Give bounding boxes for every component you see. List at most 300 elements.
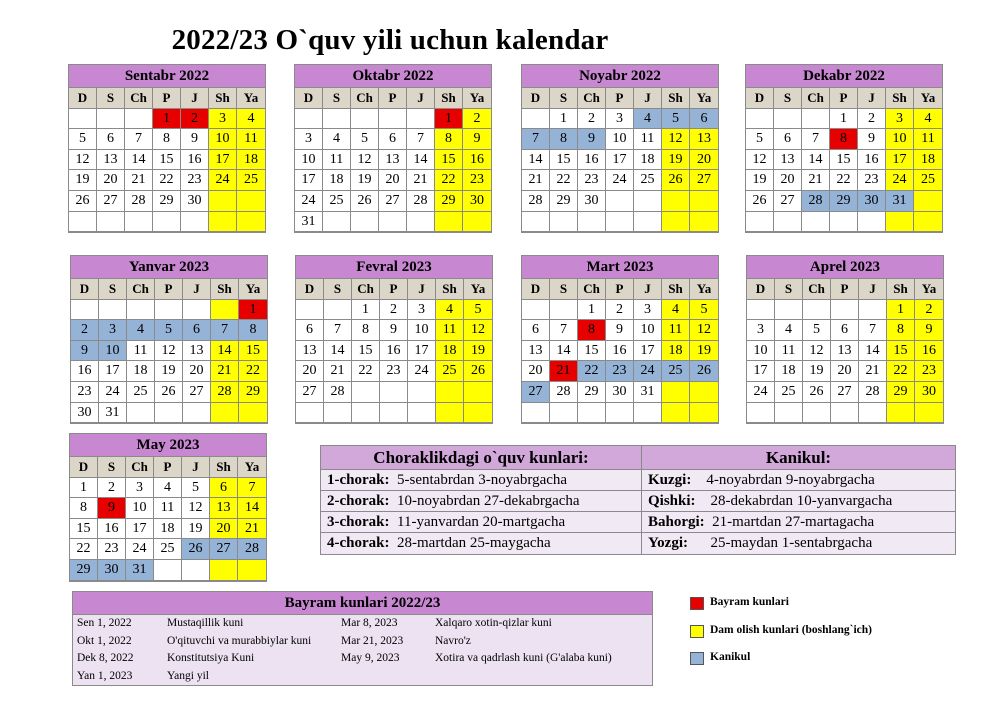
day-cell: 22	[830, 170, 858, 191]
day-cell: 30	[578, 191, 606, 212]
day-cell	[323, 109, 351, 130]
day-cell: 16	[578, 150, 606, 171]
day-cell: 16	[380, 341, 408, 362]
day-cell: 27	[690, 170, 718, 191]
day-cell	[211, 403, 239, 424]
month-calendar	[69, 433, 267, 582]
weekday-header: Ya	[914, 88, 942, 109]
day-cell: 23	[915, 361, 943, 382]
day-cell	[662, 403, 690, 424]
day-cell: 18	[914, 150, 942, 171]
day-cell: 3	[99, 320, 127, 341]
day-cell: 14	[238, 498, 266, 519]
day-cell: 26	[351, 191, 379, 212]
day-cell: 11	[154, 498, 182, 519]
day-cell: 29	[887, 382, 915, 403]
day-cell: 18	[775, 361, 803, 382]
day-cell: 10	[209, 129, 237, 150]
weekday-header: Ch	[127, 279, 155, 300]
day-cell	[522, 300, 550, 321]
day-cell: 19	[690, 341, 718, 362]
day-cell	[209, 191, 237, 212]
month-calendar	[521, 64, 719, 233]
weekday-header: P	[379, 88, 407, 109]
blue-swatch	[690, 652, 704, 665]
day-cell: 10	[634, 320, 662, 341]
day-cell: 1	[887, 300, 915, 321]
weekday-header: S	[324, 279, 352, 300]
month-grid	[70, 457, 266, 581]
holiday-date: Sen 1, 2022	[77, 617, 132, 629]
day-cell	[774, 109, 802, 130]
day-cell	[436, 382, 464, 403]
day-cell: 10	[606, 129, 634, 150]
day-cell: 7	[407, 129, 435, 150]
day-cell: 25	[662, 361, 690, 382]
day-cell	[606, 191, 634, 212]
weekday-header: P	[830, 88, 858, 109]
day-cell: 13	[831, 341, 859, 362]
day-cell: 10	[886, 129, 914, 150]
weekday-header: J	[183, 279, 211, 300]
day-cell: 27	[97, 191, 125, 212]
day-cell: 1	[550, 109, 578, 130]
day-cell: 20	[183, 361, 211, 382]
day-cell: 15	[435, 150, 463, 171]
weekday-header: D	[522, 279, 550, 300]
day-cell: 25	[323, 191, 351, 212]
day-cell: 11	[436, 320, 464, 341]
day-cell	[237, 212, 265, 233]
day-cell	[408, 382, 436, 403]
day-cell: 24	[606, 170, 634, 191]
weekday-header: Sh	[662, 279, 690, 300]
weekday-header: P	[831, 279, 859, 300]
day-cell: 5	[803, 320, 831, 341]
weekday-header: Sh	[211, 279, 239, 300]
day-cell: 17	[886, 150, 914, 171]
day-cell: 27	[183, 382, 211, 403]
quarter-label: 3-chorak:	[327, 514, 390, 530]
day-cell: 24	[295, 191, 323, 212]
day-cell: 20	[522, 361, 550, 382]
day-cell: 12	[69, 150, 97, 171]
day-cell: 18	[237, 150, 265, 171]
day-cell: 28	[211, 382, 239, 403]
day-cell: 24	[634, 361, 662, 382]
day-cell	[435, 212, 463, 233]
month-calendar	[68, 64, 266, 233]
day-cell: 15	[352, 341, 380, 362]
day-cell: 5	[182, 478, 210, 499]
red-swatch	[690, 597, 704, 610]
holiday-name: Mustaqillik kuni	[167, 617, 244, 629]
day-cell: 23	[606, 361, 634, 382]
day-cell: 1	[578, 300, 606, 321]
weekday-header: Ya	[464, 279, 492, 300]
weekday-header: Ch	[578, 279, 606, 300]
day-cell: 19	[746, 170, 774, 191]
day-cell: 15	[239, 341, 267, 362]
quarter-dates: 5-sentabrdan 3-noyabrgacha	[397, 472, 568, 488]
day-cell: 8	[153, 129, 181, 150]
vacation-label: Bahorgi:	[648, 514, 705, 530]
day-cell: 24	[408, 361, 436, 382]
day-cell: 14	[324, 341, 352, 362]
month-calendar	[295, 255, 493, 424]
day-cell: 3	[209, 109, 237, 130]
weekday-header: Ya	[690, 88, 718, 109]
month-calendar	[294, 64, 492, 233]
holiday-name: Xalqaro xotin-qizlar kuni	[435, 617, 552, 629]
month-grid	[296, 279, 492, 423]
day-cell: 21	[859, 361, 887, 382]
holiday-name: Konstitutsiya Kuni	[167, 652, 255, 664]
weekday-header: Ya	[690, 279, 718, 300]
day-cell: 12	[182, 498, 210, 519]
day-cell: 26	[662, 170, 690, 191]
weekday-header: Sh	[210, 457, 238, 478]
vacation-dates: 21-martdan 27-martagacha	[712, 514, 875, 530]
day-cell: 2	[578, 109, 606, 130]
day-cell: 20	[690, 150, 718, 171]
holiday-date: Dek 8, 2022	[77, 652, 134, 664]
day-cell: 8	[239, 320, 267, 341]
day-cell	[239, 403, 267, 424]
day-cell: 17	[99, 361, 127, 382]
weekday-header: Ch	[803, 279, 831, 300]
day-cell	[296, 403, 324, 424]
day-cell	[578, 403, 606, 424]
day-cell: 3	[606, 109, 634, 130]
day-cell	[69, 212, 97, 233]
day-cell: 9	[71, 341, 99, 362]
day-cell: 24	[209, 170, 237, 191]
day-cell	[380, 403, 408, 424]
day-cell: 28	[407, 191, 435, 212]
day-cell	[522, 212, 550, 233]
day-cell: 30	[71, 403, 99, 424]
day-cell	[351, 109, 379, 130]
day-cell: 14	[211, 341, 239, 362]
day-cell: 26	[690, 361, 718, 382]
day-cell: 14	[522, 150, 550, 171]
day-cell	[323, 212, 351, 233]
day-cell: 17	[747, 361, 775, 382]
day-cell: 3	[747, 320, 775, 341]
day-cell: 19	[69, 170, 97, 191]
day-cell: 6	[379, 129, 407, 150]
quarter-label: 2-chorak:	[327, 493, 390, 509]
day-cell: 23	[463, 170, 491, 191]
weekday-header: Ya	[463, 88, 491, 109]
month-calendar	[70, 255, 268, 424]
day-cell: 6	[183, 320, 211, 341]
day-cell	[324, 300, 352, 321]
day-cell	[153, 212, 181, 233]
legend-label: Bayram kunlari	[710, 596, 789, 608]
day-cell	[155, 403, 183, 424]
weekday-header: Ch	[802, 88, 830, 109]
day-cell: 4	[237, 109, 265, 130]
day-cell: 26	[803, 382, 831, 403]
month-title: Yanvar 2023	[71, 256, 267, 279]
day-cell	[550, 300, 578, 321]
day-cell: 17	[126, 519, 154, 540]
weekday-header: J	[634, 279, 662, 300]
day-cell: 29	[550, 191, 578, 212]
month-grid	[747, 279, 943, 423]
day-cell: 1	[153, 109, 181, 130]
day-cell: 24	[99, 382, 127, 403]
weekday-header: Sh	[436, 279, 464, 300]
holiday-name: Xotira va qadrlash kuni (G'alaba kuni)	[435, 652, 612, 664]
day-cell: 29	[239, 382, 267, 403]
day-cell: 21	[407, 170, 435, 191]
day-cell: 3	[295, 129, 323, 150]
day-cell: 4	[662, 300, 690, 321]
weekday-header: D	[746, 88, 774, 109]
weekday-header: Ya	[238, 457, 266, 478]
day-cell	[775, 300, 803, 321]
day-cell: 30	[915, 382, 943, 403]
day-cell: 16	[463, 150, 491, 171]
day-cell: 21	[125, 170, 153, 191]
day-cell: 8	[352, 320, 380, 341]
holiday-date: Mar 8, 2023	[341, 617, 398, 629]
quarters-header: Choraklikdagi o`quv kunlari:	[321, 446, 642, 470]
day-cell: 11	[662, 320, 690, 341]
page-title: 2022/23 O`quv yili uchun kalendar	[171, 24, 609, 56]
month-grid	[746, 88, 942, 232]
month-grid	[71, 279, 267, 423]
day-cell	[914, 191, 942, 212]
day-cell: 7	[522, 129, 550, 150]
day-cell	[690, 191, 718, 212]
day-cell	[352, 403, 380, 424]
month-grid	[69, 88, 265, 232]
day-cell: 29	[578, 382, 606, 403]
day-cell	[464, 403, 492, 424]
day-cell: 7	[211, 320, 239, 341]
day-cell	[464, 382, 492, 403]
month-title: Oktabr 2022	[295, 65, 491, 88]
day-cell	[803, 403, 831, 424]
weekday-header: Ch	[578, 88, 606, 109]
weekday-header: D	[747, 279, 775, 300]
day-cell: 14	[859, 341, 887, 362]
table-row	[321, 512, 955, 533]
day-cell: 10	[295, 150, 323, 171]
day-cell	[914, 212, 942, 233]
day-cell: 9	[181, 129, 209, 150]
day-cell: 20	[296, 361, 324, 382]
day-cell: 5	[662, 109, 690, 130]
day-cell: 6	[210, 478, 238, 499]
legend-label: Dam olish kunlari (boshlang`ich)	[710, 624, 872, 636]
day-cell: 4	[127, 320, 155, 341]
day-cell	[463, 212, 491, 233]
vacation-dates: 4-noyabrdan 9-noyabrgacha	[706, 472, 875, 488]
holiday-row	[73, 668, 652, 686]
vacation-dates: 25-maydan 1-sentabrgacha	[710, 535, 873, 551]
day-cell: 4	[634, 109, 662, 130]
day-cell: 28	[550, 382, 578, 403]
day-cell	[182, 560, 210, 581]
vacation-dates: 28-dekabrdan 10-yanvargacha	[710, 493, 893, 509]
day-cell	[522, 403, 550, 424]
day-cell: 18	[154, 519, 182, 540]
day-cell: 23	[181, 170, 209, 191]
day-cell	[746, 212, 774, 233]
day-cell: 8	[70, 498, 98, 519]
day-cell: 2	[915, 300, 943, 321]
day-cell: 3	[886, 109, 914, 130]
day-cell	[181, 212, 209, 233]
day-cell: 26	[746, 191, 774, 212]
legend-label: Kanikul	[710, 651, 751, 663]
day-cell	[97, 109, 125, 130]
day-cell	[634, 191, 662, 212]
quarter-dates: 11-yanvardan 20-martgacha	[397, 514, 566, 530]
day-cell	[606, 212, 634, 233]
day-cell: 22	[352, 361, 380, 382]
day-cell: 28	[522, 191, 550, 212]
day-cell: 2	[606, 300, 634, 321]
weekday-header: Sh	[435, 88, 463, 109]
day-cell: 17	[209, 150, 237, 171]
day-cell	[183, 300, 211, 321]
day-cell: 4	[154, 478, 182, 499]
holiday-name: Yangi yil	[167, 669, 209, 682]
day-cell: 19	[464, 341, 492, 362]
day-cell: 14	[407, 150, 435, 171]
day-cell: 31	[295, 212, 323, 233]
day-cell	[858, 212, 886, 233]
table-row	[321, 470, 955, 491]
weekday-header: D	[70, 457, 98, 478]
day-cell: 31	[99, 403, 127, 424]
day-cell	[125, 109, 153, 130]
day-cell: 17	[295, 170, 323, 191]
day-cell: 30	[858, 191, 886, 212]
day-cell: 2	[181, 109, 209, 130]
day-cell	[859, 300, 887, 321]
weekday-header: Ch	[126, 457, 154, 478]
day-cell: 10	[126, 498, 154, 519]
day-cell	[887, 403, 915, 424]
month-title: Noyabr 2022	[522, 65, 718, 88]
day-cell: 6	[690, 109, 718, 130]
day-cell: 3	[634, 300, 662, 321]
day-cell: 4	[436, 300, 464, 321]
day-cell: 13	[183, 341, 211, 362]
day-cell: 19	[155, 361, 183, 382]
day-cell: 16	[858, 150, 886, 171]
day-cell: 8	[550, 129, 578, 150]
holiday-date: May 9, 2023	[341, 652, 400, 664]
day-cell	[859, 403, 887, 424]
day-cell: 9	[606, 320, 634, 341]
day-cell	[211, 300, 239, 321]
weekday-header: D	[71, 279, 99, 300]
vacation-label: Kuzgi:	[648, 472, 692, 488]
day-cell: 20	[97, 170, 125, 191]
holiday-date: Okt 1, 2022	[77, 634, 132, 647]
day-cell	[662, 382, 690, 403]
day-cell: 27	[522, 382, 550, 403]
day-cell: 29	[435, 191, 463, 212]
day-cell: 14	[550, 341, 578, 362]
day-cell: 3	[126, 478, 154, 499]
weekday-header: Sh	[886, 88, 914, 109]
day-cell: 25	[914, 170, 942, 191]
day-cell: 19	[662, 150, 690, 171]
day-cell: 19	[803, 361, 831, 382]
holiday-date: Yan 1, 2023	[77, 669, 133, 682]
table-row	[321, 533, 955, 554]
day-cell	[324, 403, 352, 424]
day-cell: 20	[831, 361, 859, 382]
day-cell: 13	[774, 150, 802, 171]
holiday-name: O'qituvchi va murabbiylar kuni	[167, 634, 312, 647]
weekday-header: P	[606, 279, 634, 300]
day-cell: 16	[606, 341, 634, 362]
holiday-date: Mar 21, 2023	[341, 634, 404, 647]
day-cell: 15	[578, 341, 606, 362]
day-cell	[154, 560, 182, 581]
day-cell	[380, 382, 408, 403]
month-title: Fevral 2023	[296, 256, 492, 279]
month-title: Sentabr 2022	[69, 65, 265, 88]
day-cell: 2	[98, 478, 126, 499]
day-cell: 8	[887, 320, 915, 341]
day-cell: 7	[324, 320, 352, 341]
day-cell	[690, 382, 718, 403]
month-grid	[522, 279, 718, 423]
day-cell: 22	[550, 170, 578, 191]
weekday-header: D	[522, 88, 550, 109]
day-cell: 2	[858, 109, 886, 130]
holidays-header: Bayram kunlari 2022/23	[73, 592, 652, 615]
day-cell: 13	[522, 341, 550, 362]
day-cell	[774, 212, 802, 233]
day-cell: 29	[70, 560, 98, 581]
day-cell: 11	[634, 129, 662, 150]
day-cell: 17	[408, 341, 436, 362]
day-cell: 27	[210, 539, 238, 560]
weekday-header: S	[98, 457, 126, 478]
day-cell	[408, 403, 436, 424]
weekday-header: Sh	[209, 88, 237, 109]
day-cell: 24	[886, 170, 914, 191]
day-cell: 7	[802, 129, 830, 150]
quarter-dates: 28-martdan 25-maygacha	[397, 535, 551, 551]
day-cell	[775, 403, 803, 424]
month-grid	[522, 88, 718, 232]
day-cell: 1	[352, 300, 380, 321]
day-cell: 5	[746, 129, 774, 150]
weekday-header: S	[97, 88, 125, 109]
day-cell: 22	[887, 361, 915, 382]
weekday-header: J	[859, 279, 887, 300]
day-cell: 7	[238, 478, 266, 499]
day-cell: 12	[662, 129, 690, 150]
quarter-label: 4-chorak:	[327, 535, 390, 551]
day-cell: 28	[125, 191, 153, 212]
day-cell: 5	[690, 300, 718, 321]
day-cell: 13	[296, 341, 324, 362]
